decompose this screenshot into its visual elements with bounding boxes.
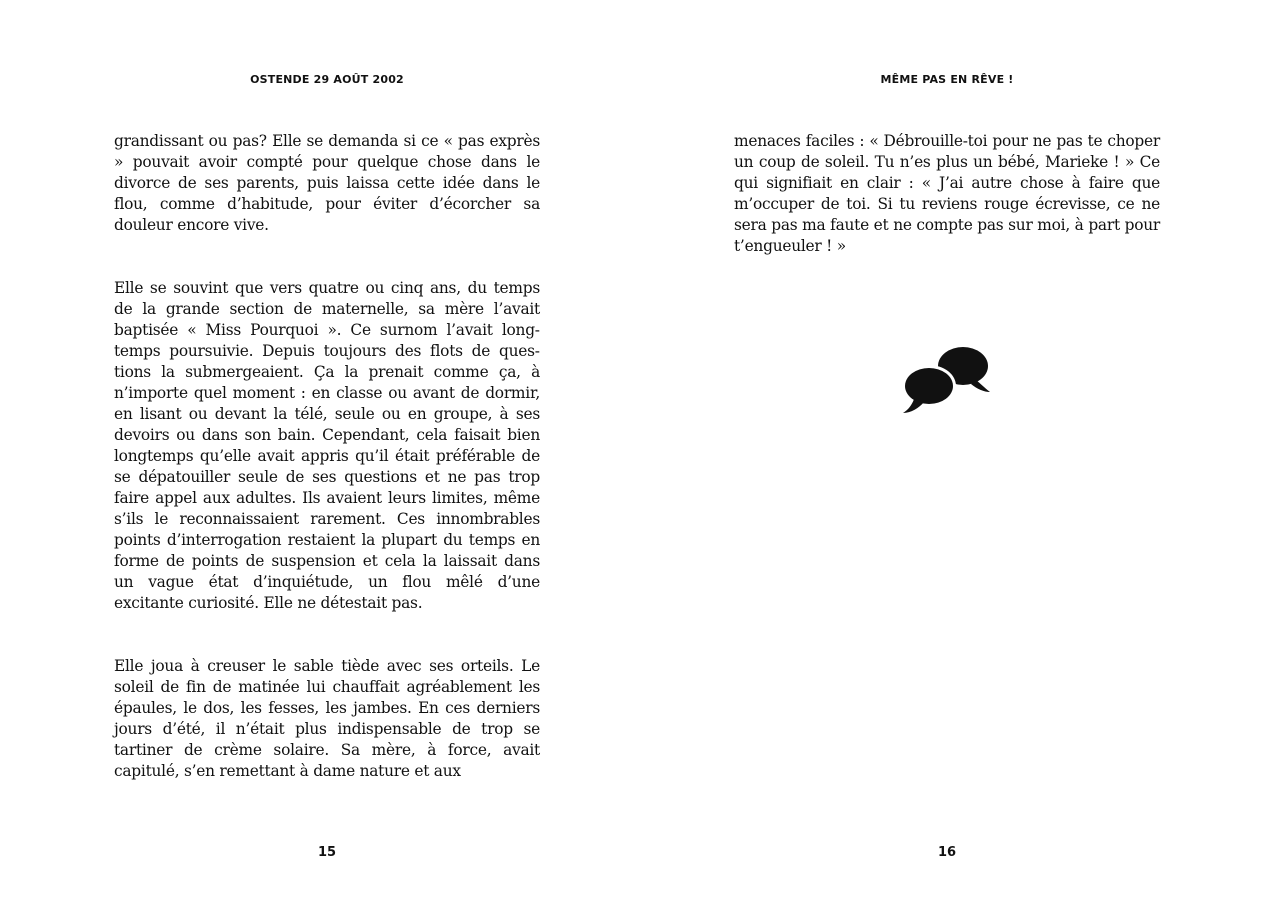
- body-text-right: [734, 131, 1160, 257]
- left-page: [0, 0, 636, 907]
- paragraph: Elle joua à creuser le sable tiède avec ses orteils. Le soleil de fin de matinée lui chauffait agréablement les épaules, le dos, les fesses, les jambes. En ces derniers jours d’été, il n’était plus indispensable de trop se tartiner de crème solaire. Sa mère, à force, avait capitulé, s’en remettant à dame nature et aux: [114, 657, 540, 780]
- page-number-right: 16: [937, 845, 957, 860]
- paragraph: grandissant ou pas? Elle se demanda si ce « pas exprès » pouvait avoir compté pour quelque chose dans le divorce de ses parents, puis laissa cette idée dans le flou, comme d’habitude, pour éviter d’écorcher sa douleur encore vive.: [114, 132, 540, 234]
- page-number-left: 15: [317, 845, 337, 860]
- running-head-left: OSTENDE 29 AOÛT 2002: [250, 73, 404, 86]
- body-text-left: [114, 131, 540, 782]
- paragraph: Elle se souvint que vers quatre ou cinq ans, du temps de la grande section de maternelle, sa mère l’avait baptisée « Miss Pourquoi ». Ce surnom l’avait longtemps poursuivie. Depuis toujours des flots de questions la submergeaient. Ça la prenait comme ça, à n’importe quel moment : en classe ou avant de dormir, en lisant ou devant la télé, seule ou en groupe, à ses devoirs ou dans son bain. Cependant, cela faisait bien longtemps qu’elle avait appris qu’il était préférable de se dépatouiller seule de ses questions et ne pas trop faire appel aux adultes. Ils avaient leurs limites, même s’ils le reconnaissaient rarement. Ces innombrables points d’interrogation restaient la plupart du temps en forme de points de suspension et cela la laissait dans un vague état d’inquiétude, un flou mêlé d’une excitante curiosité. Elle ne détestait pas.: [114, 279, 540, 612]
- speech-bubbles-icon: [902, 344, 992, 416]
- right-page: [636, 0, 1273, 907]
- running-head-right: MÊME PAS EN RÊVE !: [880, 73, 1014, 86]
- paragraph: menaces faciles : « Débrouille-toi pour ne pas te choper un coup de soleil. Tu n’es plus un bébé, Marieke ! » Ce qui signifiait en clair : « J’ai autre chose à faire que m’occuper de toi. Si tu reviens rouge écrevisse, ce ne sera pas ma faute et ne compte pas sur moi, à part pour t’engueuler ! »: [734, 132, 1160, 255]
